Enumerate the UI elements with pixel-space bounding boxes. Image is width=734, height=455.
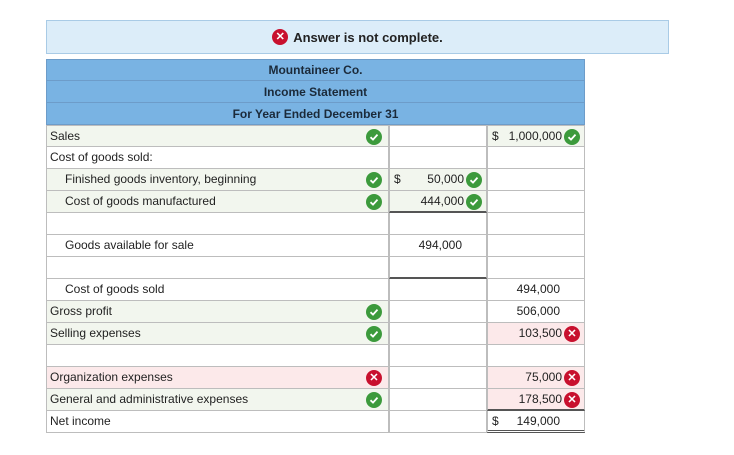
label-cell[interactable] [46, 345, 389, 367]
amount-cell-2[interactable] [487, 345, 585, 367]
label-cell: Goods available for sale [46, 235, 389, 257]
label-cell[interactable] [46, 257, 389, 279]
amount-cell-2[interactable]: 178,500 ✕ [487, 389, 585, 411]
table-row [46, 125, 585, 147]
check-circle-icon [466, 194, 482, 210]
amount-cell-1[interactable] [389, 301, 487, 323]
label-cell[interactable]: Finished goods inventory, beginning [46, 169, 389, 191]
x-circle-icon: ✕ [272, 29, 288, 45]
amount-cell-2: 494,000 [487, 279, 585, 301]
label-cell: Cost of goods sold [46, 279, 389, 301]
check-circle-icon [366, 194, 382, 210]
amount-cell-1 [389, 147, 487, 169]
table-row [46, 213, 585, 235]
table-row [46, 147, 585, 169]
label-cell[interactable] [46, 213, 389, 235]
table-row [46, 235, 585, 257]
label-cell[interactable]: Selling expenses [46, 323, 389, 345]
table-row [46, 301, 585, 323]
x-circle-icon: ✕ [564, 392, 580, 408]
amount-cell-1[interactable] [389, 257, 487, 279]
answer-status-banner [46, 20, 669, 54]
table-row [46, 191, 585, 213]
table-row [46, 389, 585, 411]
amount-cell-2[interactable]: 75,000 ✕ [487, 367, 585, 389]
amount-cell-1[interactable]: 444,000 [389, 191, 487, 213]
amount-cell-1[interactable] [389, 323, 487, 345]
label-cell[interactable]: Organization expenses ✕ [46, 367, 389, 389]
table-row [46, 169, 585, 191]
table-row [46, 345, 585, 367]
amount-cell-1: 494,000 [389, 235, 487, 257]
table-row [46, 323, 585, 345]
amount-cell-1[interactable] [389, 213, 487, 235]
check-circle-icon [564, 129, 580, 145]
table-row [46, 411, 585, 433]
amount-cell-1[interactable]: $ 50,000 [389, 169, 487, 191]
table-row [46, 367, 585, 389]
table-row [46, 279, 585, 301]
label-cell[interactable]: Gross profit [46, 301, 389, 323]
amount-cell-2 [487, 235, 585, 257]
amount-cell-1[interactable] [389, 125, 487, 147]
amount-cell-2[interactable]: $ 1,000,000 [487, 125, 585, 147]
check-circle-icon [366, 326, 382, 342]
x-circle-icon: ✕ [366, 370, 382, 386]
label-cell[interactable]: Cost of goods manufactured [46, 191, 389, 213]
table-row [46, 257, 585, 279]
statement-title: Income Statement [46, 81, 585, 103]
amount-cell-1[interactable] [389, 389, 487, 411]
amount-cell-1 [389, 411, 487, 433]
check-circle-icon [366, 129, 382, 145]
check-circle-icon [366, 392, 382, 408]
statement-period: For Year Ended December 31 [46, 103, 585, 125]
amount-cell-2[interactable]: 103,500 ✕ [487, 323, 585, 345]
amount-cell-2[interactable]: 506,000 [487, 301, 585, 323]
amount-cell-2 [487, 147, 585, 169]
answer-status-text: Answer is not complete. [293, 29, 443, 45]
amount-cell-1 [389, 279, 487, 301]
check-circle-icon [366, 304, 382, 320]
label-cell: Cost of goods sold: [46, 147, 389, 169]
amount-cell-1[interactable] [389, 345, 487, 367]
check-circle-icon [366, 172, 382, 188]
check-circle-icon [466, 172, 482, 188]
amount-cell-2[interactable] [487, 213, 585, 235]
amount-cell-2[interactable] [487, 191, 585, 213]
label-cell[interactable]: General and administrative expenses [46, 389, 389, 411]
company-name: Mountaineer Co. [46, 59, 585, 81]
x-circle-icon: ✕ [564, 370, 580, 386]
label-cell[interactable]: Sales [46, 125, 389, 147]
label-cell: Net income [46, 411, 389, 433]
amount-cell-1[interactable] [389, 367, 487, 389]
amount-cell-2[interactable] [487, 169, 585, 191]
amount-cell-2[interactable] [487, 257, 585, 279]
x-circle-icon: ✕ [564, 326, 580, 342]
amount-cell-2: $ 149,000 [487, 411, 585, 433]
